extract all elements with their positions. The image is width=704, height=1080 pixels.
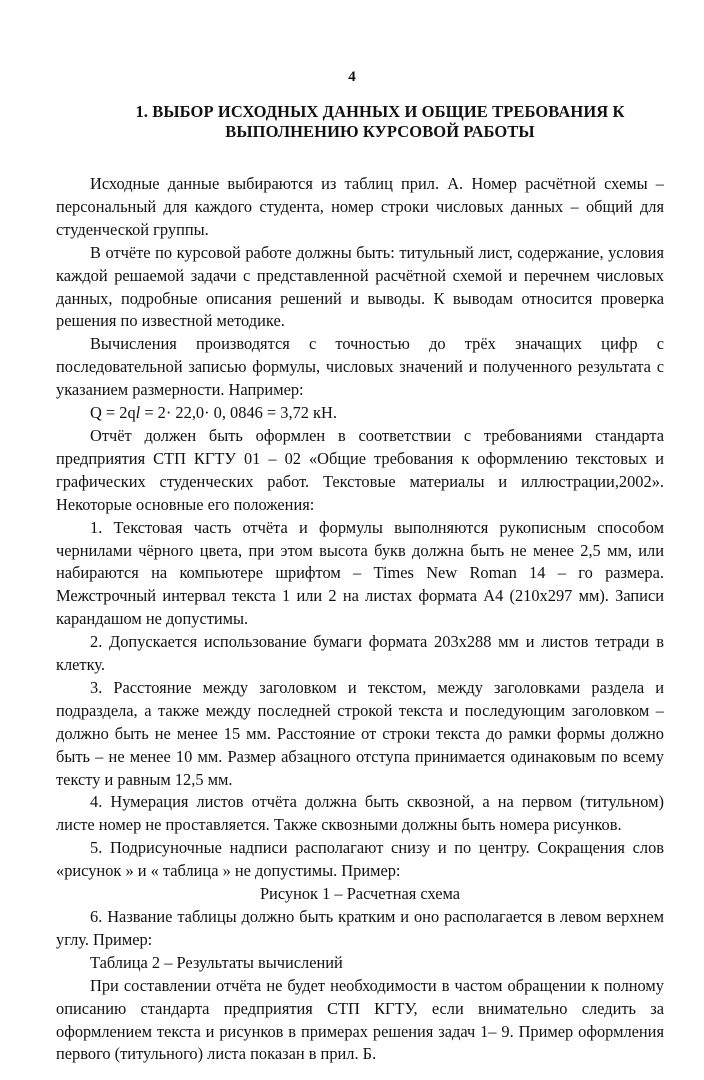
figure-caption-example: Рисунок 1 – Расчетная схема xyxy=(259,884,461,904)
paragraph: Отчёт должен быть оформлен в соответствии с требованиями стандарта предприятия СТП КГТУ 01 – 02 «Общие требования к оформлению текстовых и графических студенческих работ. Текстовые материалы и иллюстрации,2002». Некоторые основные его положения: xyxy=(56,425,664,514)
formula-part: Q = 2q xyxy=(90,403,136,423)
paragraph: Исходные данные выбираются из таблиц прил. А. Номер расчётной схемы – персональный для каждого студента, номер строки числовых данных – общий для студенческой группы. xyxy=(56,174,664,239)
table-caption-example: Таблица 2 – Результаты вычислений xyxy=(90,952,343,972)
paragraph: В отчёте по курсовой работе должны быть: титульный лист, содержание, условия каждой решаемой задачи с представленной расчётной схемой и перечнем числовых данных, подробные описания решений и выводы. К выводам относится проверка решения по известной методике. xyxy=(56,242,664,331)
list-item: 1. Текстовая часть отчёта и формулы выполняются рукописным способом чернилами чёрного цвета, при этом высота букв должна быть не менее 2,5 мм, или набираются на компьютере шрифтом – Times New Roman 14 – го размера. Межстрочный интервал текста 1 или 2 на листах формата А4 (210x297 мм). Записи карандашом не допустимы. xyxy=(56,517,664,629)
formula-part: = 2· 22,0· 0, 0846 = 3,72 кН. xyxy=(140,403,337,423)
section-heading xyxy=(100,102,660,142)
list-item: 3. Расстояние между заголовком и текстом, между заголовками раздела и подраздела, а также между последней строкой текста и последующим заголовком – должно быть не менее 15 мм. Расстояние от строки текста до рамки формы должно быть – не менее 10 мм. Размер абзацного отступа принимается одинаковым по всему тексту и равным 12,5 мм. xyxy=(56,677,664,789)
list-item: 5. Подрисуночные надписи располагают снизу и по центру. Сокращения слов «рисунок » и « таблица » не допустимы. Пример: xyxy=(56,838,664,881)
paragraph: Вычисления производятся с точностью до трёх значащих цифр с последовательной записью формулы, числовых значений и полученного результата с указанием размерности. Например: xyxy=(56,334,664,400)
formula xyxy=(56,402,664,425)
list-item: 6. Название таблицы должно быть кратким и оно располагается в левом верхнем углу. Пример: xyxy=(56,907,664,949)
list-item: 4. Нумерация листов отчёта должна быть сквозной, а на первом (титульном) листе номер не проставляется. Также сквозными должны быть номера рисунков. xyxy=(56,792,664,835)
formula-variable: l xyxy=(135,403,141,423)
heading-line: 1. ВЫБОР ИСХОДНЫХ ДАННЫХ И ОБЩИЕ ТРЕБОВАНИЯ К xyxy=(135,102,625,121)
body-text xyxy=(56,173,664,1066)
page-number: 4 xyxy=(348,69,356,85)
paragraph: При составлении отчёта не будет необходимости в частом обращении к полному описанию стандарта предприятия СТП КГТУ, если внимательно следить за оформлением текста и рисунков в примерах решения задач 1– 9. Пример оформления первого (титульного) листа показан в прил. Б. xyxy=(56,975,664,1064)
list-item: 2. Допускается использование бумаги формата 203x288 мм и листов тетради в клетку. xyxy=(56,632,664,675)
heading-line: ВЫПОЛНЕНИЮ КУРСОВОЙ РАБОТЫ xyxy=(225,122,535,141)
